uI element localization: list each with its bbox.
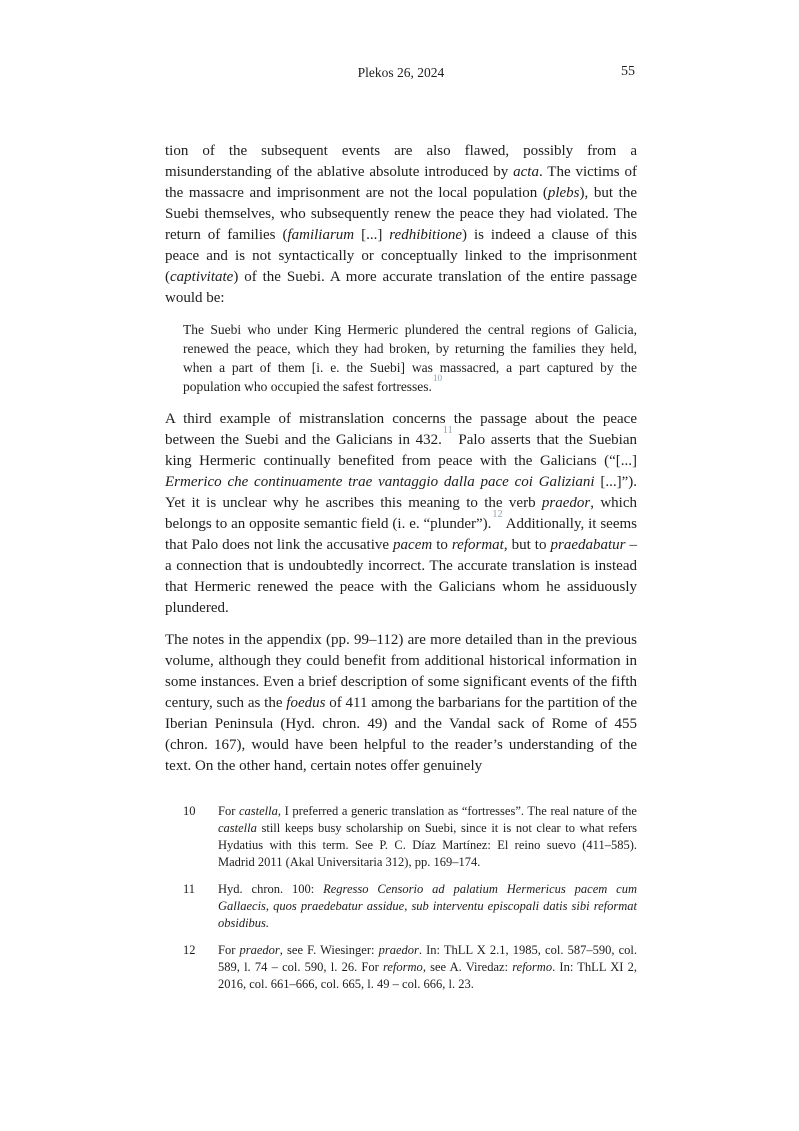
footnote-number: 10 <box>183 804 196 818</box>
text-run: Hyd. chron. 100: <box>218 882 324 896</box>
italic-text-run: Ermerico che continuamente trae vantaggio dalla pace coi Galiziani <box>165 474 595 490</box>
italic-text-run: praedor <box>541 495 591 511</box>
footnote <box>183 803 637 871</box>
footnote-reference[interactable]: 10 <box>432 373 443 384</box>
page-content <box>165 141 637 1003</box>
italic-text-run: reformat <box>451 537 504 553</box>
text-run: ) of the Suebi. A more accurate translation of the entire passage would be: <box>165 269 637 306</box>
italic-text-run: reformo <box>382 960 423 974</box>
footnote <box>183 881 637 932</box>
footnotes-section <box>183 803 637 993</box>
paragraph-appendix-notes <box>165 630 637 777</box>
italic-text-run: familiarum <box>287 227 355 243</box>
text-run: to <box>432 537 452 553</box>
text-run: Palo asserts that the Suebian king Hermeric continually benefited from peace with the Galicians (“[...] <box>165 432 637 469</box>
footnote <box>183 942 637 993</box>
text-run: , but to <box>503 537 551 553</box>
text-run: still keeps busy scholarship on Suebi, since it is not clear to what refers Hydatius with this term. See P. C. Díaz Martínez: El reino suevo (411–585). Madrid 2011 (Akal Universitaria 312), pp. 169–174. <box>218 821 637 869</box>
text-run: , which belongs to an opposite semantic field (i. e. “plunder”). <box>165 495 637 532</box>
text-run: , see A. Viredaz: <box>422 960 513 974</box>
text-run: The notes in the appendix (pp. 99–112) are more detailed than in the previous volume, although they could benefit from additional historical information in some instances. Even a brief description of some significant events of the fifth century, such as the <box>165 632 637 711</box>
italic-text-run: castella <box>218 821 257 835</box>
text-run: . The victims of the massacre and imprisonment are not the local population ( <box>165 164 637 201</box>
footnote-number: 12 <box>183 943 196 957</box>
text-run: [...]”). Yet it is unclear why he ascribes this meaning to the verb <box>165 474 637 511</box>
italic-text-run: castella <box>239 804 278 818</box>
italic-text-run: praedabatur <box>550 537 626 553</box>
italic-text-run: praedor <box>378 943 419 957</box>
italic-text-run: pacem <box>393 537 433 553</box>
text-run: ), but the Suebi themselves, who subsequently renew the peace they had violated. The return of families ( <box>165 185 637 243</box>
text-run: – a connection that is undoubtedly incorrect. The accurate translation is instead that Hermeric renewed the peace with the Galicians whom he assiduously plundered. <box>165 537 637 616</box>
block-quote <box>183 320 637 396</box>
italic-text-run: captivitate <box>170 269 234 285</box>
footnote-text <box>218 942 637 993</box>
text-run: , I preferred a generic translation as “fortresses”. The real nature of the <box>277 804 637 818</box>
text-run: . In: ThLL XI 2, 2016, col. 661–666, col. 665, l. 49 – col. 666, l. 23. <box>218 960 637 991</box>
text-run: tion of the subsequent events are also flawed, possibly from a misunderstanding of the ablative absolute introduced by <box>165 143 637 180</box>
italic-text-run: plebs <box>547 185 580 201</box>
paragraph-continuation <box>165 141 637 309</box>
text-run: , see F. Wiesinger: <box>279 943 379 957</box>
italic-text-run: reformo <box>512 960 553 974</box>
footnote-text <box>218 881 637 932</box>
footnote-number: 11 <box>183 882 196 896</box>
footnote-reference[interactable]: 11 <box>442 425 453 437</box>
page-number: 55 <box>621 64 635 79</box>
italic-text-run: foedus <box>286 695 326 711</box>
text-run: For <box>218 943 240 957</box>
italic-text-run: Regresso Censorio ad palatium Hermericus pacem cum Gallaecis, quos praedebatur assidue, sub interventu episcopali datis sibi reformat obsidibus. <box>218 882 637 930</box>
text-run: For <box>218 804 239 818</box>
text-run: ) is indeed a clause of this peace and is not syntactically or conceptually linked to the imprisonment ( <box>165 227 637 285</box>
text-run: [...] <box>354 227 390 243</box>
text-run: of 411 among the barbarians for the partition of the Iberian Peninsula (Hyd. chron. 49) and the Vandal sack of Rome of 455 (chron. 167), would have been helpful to the reader’s understanding of the text. On the other hand, certain notes offer genuinely <box>165 695 637 774</box>
running-head <box>165 64 637 81</box>
footnote-text <box>218 803 637 871</box>
italic-text-run: redhibitione <box>389 227 463 243</box>
text-run: Additionally, it seems that Palo does not link the accusative <box>165 516 637 553</box>
footnote-reference[interactable]: 12 <box>492 509 503 521</box>
journal-title: Plekos 26, 2024 <box>357 65 445 80</box>
text-run: A third example of mistranslation concerns the passage about the peace between the Suebi and the Galicians in 432. <box>165 411 637 448</box>
text-run: The Suebi who under King Hermeric plundered the central regions of Galicia, renewed the peace, which they had broken, by returning the families they held, when a part of them [i. e. the Suebi] was massacred, a part captured by the population who occupied the safest fortresses. <box>183 322 637 394</box>
paragraph-mistranslation <box>165 409 637 619</box>
italic-text-run: praedor <box>239 943 280 957</box>
text-run: . In: ThLL X 2.1, 1985, col. 587–590, col. 589, l. 74 – col. 590, l. 26. For <box>218 943 637 974</box>
italic-text-run: acta <box>513 164 539 180</box>
